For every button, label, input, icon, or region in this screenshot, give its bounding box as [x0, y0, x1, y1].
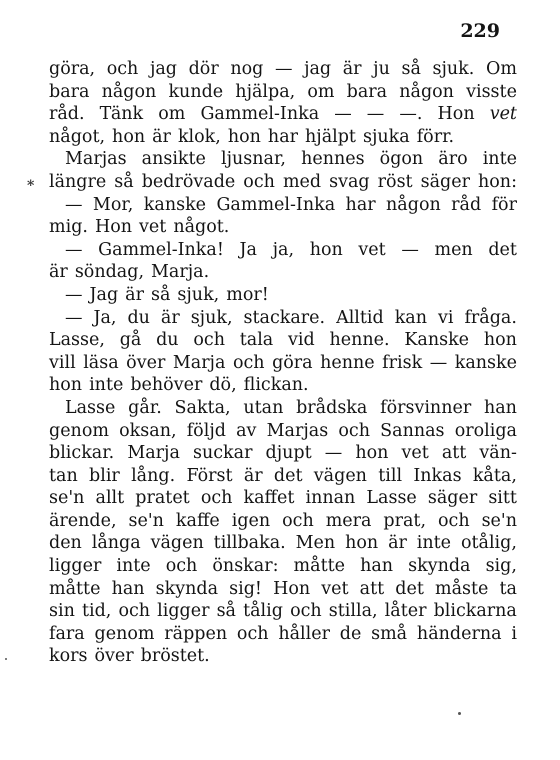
word: klok,	[177, 126, 221, 147]
word: så	[150, 284, 171, 305]
word: Sannas	[380, 420, 445, 441]
text-line	[49, 487, 517, 510]
text-line	[49, 623, 517, 646]
word: han	[483, 397, 517, 418]
word: Inkas	[413, 465, 462, 486]
text-line	[49, 126, 517, 149]
word: följd	[186, 420, 226, 441]
print-speck	[5, 658, 7, 660]
word: genom	[94, 623, 155, 644]
word: försvinner	[380, 397, 472, 418]
word: vet	[489, 104, 517, 125]
text-line	[49, 578, 517, 601]
word: ligger	[49, 556, 102, 577]
word: och	[106, 59, 139, 79]
word: att	[441, 443, 467, 464]
word: är	[49, 262, 68, 283]
word: hon	[355, 443, 389, 464]
word: henne	[320, 352, 375, 373]
word: något.	[173, 217, 230, 238]
word: och	[232, 352, 265, 373]
word: visste	[466, 81, 517, 102]
word: någon	[101, 81, 157, 102]
word: ansikte	[141, 149, 206, 170]
word: och	[236, 623, 269, 644]
word: dör	[188, 59, 219, 79]
word: bara	[49, 81, 90, 102]
word: —	[334, 104, 352, 125]
word: råd.	[49, 104, 85, 125]
word: mig.	[49, 217, 88, 238]
word: sjuk,	[190, 307, 233, 328]
word: bara	[346, 81, 388, 102]
word: se'n	[481, 510, 517, 531]
word: frisk	[382, 352, 423, 373]
word: läsa	[83, 352, 119, 373]
word: det	[395, 578, 424, 599]
word: han	[111, 578, 145, 599]
word: måste	[434, 578, 489, 599]
word: lång.	[131, 465, 176, 486]
word: går.	[128, 397, 162, 418]
word: så	[216, 601, 236, 622]
word: och	[118, 601, 151, 622]
word: är	[342, 59, 362, 79]
word: sig,	[485, 556, 517, 577]
word: något,	[49, 126, 106, 147]
word: fråga.	[464, 307, 517, 328]
word: göra,	[49, 59, 96, 79]
text-line	[49, 239, 517, 262]
word: äro	[438, 149, 468, 170]
word: måtte	[49, 578, 101, 599]
word: räppen	[164, 623, 228, 644]
word: Kanske	[404, 330, 470, 351]
word: se'n	[128, 510, 164, 531]
word: vägen	[150, 533, 204, 554]
word: och	[338, 420, 370, 441]
word: stackare.	[243, 307, 326, 328]
word: otålig,	[460, 533, 517, 554]
word: Marjas	[65, 149, 127, 170]
word: hennes	[301, 149, 365, 170]
word: i	[511, 623, 517, 644]
word: gå	[119, 330, 142, 351]
word: Hon	[437, 104, 475, 125]
word: Marja	[127, 443, 180, 464]
word: den	[49, 533, 82, 554]
word: och	[193, 330, 225, 351]
word: om	[158, 104, 186, 125]
word: håller	[278, 623, 330, 644]
word: vägen	[313, 465, 367, 486]
word: göra	[272, 352, 313, 373]
word: det	[273, 465, 303, 486]
word: —	[65, 239, 83, 260]
word: mor!	[226, 284, 269, 305]
word: hon	[227, 126, 261, 147]
word: inte	[116, 556, 151, 577]
text-line	[49, 532, 517, 555]
text-line	[49, 555, 517, 578]
word: nog	[230, 59, 264, 79]
word: allt	[95, 488, 125, 509]
text-line	[49, 261, 517, 284]
word: är	[152, 126, 171, 147]
word: för	[491, 194, 517, 215]
word: men	[434, 239, 473, 260]
word: över	[94, 646, 134, 667]
text-line	[49, 420, 517, 443]
word: Marja	[172, 352, 226, 373]
word: tid,	[81, 601, 112, 622]
word: händerna	[416, 623, 502, 644]
word: sjuk.	[432, 59, 475, 79]
word: förr.	[416, 126, 455, 147]
text-line	[49, 194, 517, 217]
word: fara	[49, 623, 85, 644]
text-line	[49, 216, 517, 239]
word: hon:	[478, 171, 517, 192]
word: vi	[437, 307, 454, 328]
word: —	[429, 352, 448, 373]
word: inte	[416, 533, 452, 554]
word: av	[236, 420, 257, 441]
word: och	[200, 488, 233, 509]
word: Ja,	[93, 307, 117, 328]
word: oksan,	[119, 420, 177, 441]
word: vill	[49, 352, 76, 373]
word: djupt	[265, 443, 312, 464]
text-line	[49, 148, 517, 171]
word: utan	[243, 397, 284, 418]
text-line	[49, 307, 517, 330]
text-line	[49, 103, 517, 126]
word: vet	[139, 217, 167, 238]
word: är	[388, 533, 407, 554]
word: hjälpa,	[235, 81, 296, 102]
text-line	[49, 352, 517, 375]
word: igen	[231, 510, 271, 531]
word: måtte	[293, 556, 345, 577]
word: och	[165, 556, 198, 577]
text-line	[49, 465, 517, 488]
word: blickarna	[433, 601, 517, 622]
word: —	[324, 443, 343, 464]
word: —	[366, 104, 385, 125]
word: vet	[321, 578, 349, 599]
word: sig!	[229, 578, 262, 599]
word: kanske	[454, 352, 517, 373]
word: säger	[427, 488, 478, 509]
word: har	[267, 126, 298, 147]
word: det	[488, 239, 517, 260]
word: blir	[89, 465, 120, 486]
word: suckar	[192, 443, 253, 464]
word: önskar:	[212, 556, 279, 577]
word: Gammel-Inka!	[98, 239, 224, 260]
word: Lasse	[366, 488, 417, 509]
text-line	[49, 171, 517, 194]
word: —	[274, 59, 293, 79]
word: och	[282, 510, 314, 531]
word: sin	[49, 601, 75, 622]
word: tillbaka.	[213, 533, 286, 554]
word: oroliga	[454, 420, 517, 441]
word: Hon	[94, 217, 133, 238]
word: —	[65, 194, 83, 215]
word: Hon	[273, 578, 311, 599]
word: kaffet	[243, 488, 295, 509]
word: söndag,	[74, 262, 145, 283]
word: stilla,	[328, 601, 378, 622]
word: så	[114, 171, 134, 192]
word: han	[360, 556, 394, 577]
word: inte	[482, 149, 517, 170]
word: dö,	[209, 375, 237, 396]
word: låter	[384, 601, 427, 622]
word: du	[156, 330, 179, 351]
word: sjuka	[362, 126, 410, 147]
word: bröstet.	[140, 646, 210, 667]
word: att	[359, 578, 385, 599]
text-line	[49, 329, 517, 352]
word: och	[290, 601, 322, 622]
word: långa	[91, 533, 141, 554]
word: hon	[112, 126, 146, 147]
text-line	[49, 374, 517, 397]
word: se'n	[49, 488, 85, 509]
page-number: 229	[460, 20, 500, 42]
word: de	[339, 623, 362, 644]
word: pratet	[135, 488, 190, 509]
word: skynda	[155, 578, 219, 599]
word: bedrövade	[141, 171, 236, 192]
word: vet	[358, 239, 386, 260]
body-text	[49, 58, 517, 668]
word: sjuk,	[177, 284, 220, 305]
text-line	[49, 58, 517, 81]
word: Lasse	[65, 397, 116, 418]
word: små	[371, 623, 408, 644]
text-line	[49, 510, 517, 533]
word: flickan.	[243, 375, 309, 396]
word: blickar.	[49, 443, 115, 464]
word: och	[438, 510, 470, 531]
word: Men	[295, 533, 336, 554]
word: röst	[377, 171, 413, 192]
word: Lasse,	[49, 330, 105, 351]
word: vid	[288, 330, 315, 351]
word: ja,	[272, 239, 295, 260]
word: med	[282, 171, 322, 192]
word: är	[160, 307, 180, 328]
word: hjälpt	[305, 126, 356, 147]
word: —.	[399, 104, 423, 125]
text-line	[49, 600, 517, 623]
word: Gammel-Inka	[200, 104, 320, 125]
margin-mark: *	[27, 178, 35, 194]
word: behöver	[130, 375, 203, 396]
word: hon	[345, 533, 379, 554]
word: prat,	[383, 510, 427, 531]
word: sitt	[488, 488, 517, 509]
word: du	[127, 307, 150, 328]
word: Ja	[239, 239, 257, 260]
word: henne.	[329, 330, 390, 351]
word: Mor,	[92, 194, 134, 215]
word: ligger	[157, 601, 210, 622]
word: innan	[305, 488, 356, 509]
word: Marjas	[266, 420, 329, 441]
word: om	[307, 81, 335, 102]
word: jag	[149, 59, 177, 79]
word: skynda	[408, 556, 471, 577]
word: tålig	[243, 601, 283, 622]
word: inte	[89, 375, 124, 396]
word: Jag	[89, 284, 119, 305]
word: säger	[420, 171, 470, 192]
text-line	[49, 645, 517, 668]
word: ta	[499, 578, 517, 599]
word: Om	[485, 59, 517, 79]
word: hon	[309, 239, 343, 260]
word: kåta,	[472, 465, 517, 486]
word: jag	[304, 59, 332, 79]
word: hon	[483, 330, 517, 351]
word: kors	[49, 646, 88, 667]
word: —	[65, 307, 83, 328]
word: till	[378, 465, 403, 486]
word: genom	[49, 420, 109, 441]
text-line	[49, 284, 517, 307]
word: kanske	[143, 194, 207, 215]
word: brådska	[296, 397, 368, 418]
word: Alltid	[336, 307, 384, 328]
word: så	[401, 59, 421, 79]
word: ärende,	[49, 510, 117, 531]
word: svag	[329, 171, 370, 192]
word: någon	[386, 194, 441, 215]
word: någon	[399, 81, 454, 102]
word: och	[243, 171, 275, 192]
word: —	[65, 284, 83, 305]
word: hon	[49, 375, 83, 396]
word: längre	[49, 171, 107, 192]
word: är	[125, 284, 144, 305]
word: tala	[239, 330, 274, 351]
word: Marja.	[151, 262, 210, 283]
print-speck	[458, 712, 461, 715]
word: kaffe	[175, 510, 220, 531]
word: Först	[186, 465, 233, 486]
word: ljusnar,	[221, 149, 286, 170]
word: Gammel-Inka	[216, 194, 336, 215]
word: mera	[325, 510, 372, 531]
word: kan	[394, 307, 428, 328]
word: vet	[401, 443, 429, 464]
text-line	[49, 81, 517, 104]
word: vän-	[479, 443, 517, 464]
word: Tänk	[99, 104, 144, 125]
text-line	[49, 397, 517, 420]
word: råd	[451, 194, 482, 215]
word: kunde	[168, 81, 224, 102]
word: är	[243, 465, 263, 486]
word: tan	[49, 465, 78, 486]
word: Sakta,	[174, 397, 231, 418]
word: —	[401, 239, 419, 260]
word: har	[345, 194, 376, 215]
text-line	[49, 442, 517, 465]
word: ögon	[379, 149, 424, 170]
word: ju	[373, 59, 390, 79]
word: över	[126, 352, 166, 373]
